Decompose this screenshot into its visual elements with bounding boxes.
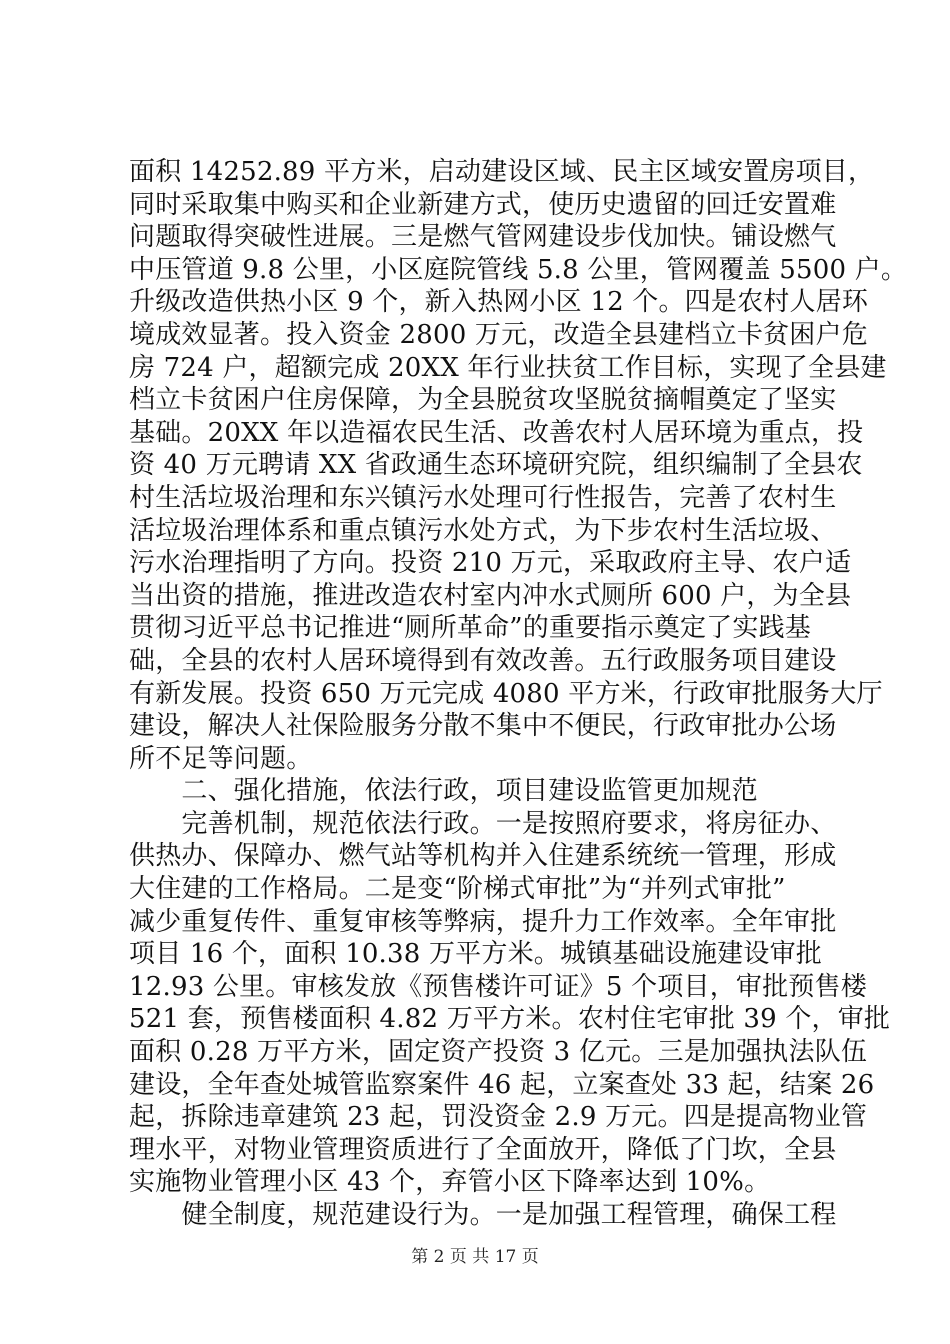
text-line: 建设，全年查处城管监察案件 46 起，立案查处 33 起，结案 26	[129, 1069, 875, 1100]
text-line: 二、强化措施，依法行政，项目建设监管更加规范	[129, 776, 758, 807]
text-line: 境成效显著。投入资金 2800 万元，改造全县建档立卡贫困户危	[129, 319, 868, 350]
text-line: 减少重复传件、重复审核等弊病，提升力工作效率。全年审批	[129, 906, 837, 937]
document-body	[129, 156, 908, 1232]
text-line: 建设，解决人社保险服务分散不集中不便民，行政审批办公场	[129, 711, 837, 742]
page-footer: 第 2 页 共 17 页	[411, 1247, 539, 1267]
text-line: 档立卡贫困户住房保障，为全县脱贫攻坚脱贫摘帽奠定了坚实	[129, 385, 837, 416]
text-line: 有新发展。投资 650 万元完成 4080 平方米，行政审批服务大厅	[129, 678, 883, 709]
text-line: 村生活垃圾治理和东兴镇污水处理可行性报告，完善了农村生	[129, 482, 837, 513]
text-line: 实施物业管理小区 43 个，弃管小区下降率达到 10%。	[129, 1167, 771, 1198]
text-line: 污水治理指明了方向。投资 210 万元，采取政府主导、农户适	[129, 548, 852, 579]
text-line: 起，拆除违章建筑 23 起，罚没资金 2.9 万元。四是提高物业管	[129, 1102, 868, 1133]
text-line: 同时采取集中购买和企业新建方式，使历史遗留的回迁安置难	[129, 189, 837, 220]
text-line: 升级改造供热小区 9 个，新入热网小区 12 个。四是农村人居环	[129, 287, 869, 318]
text-line: 项目 16 个，面积 10.38 万平方米。城镇基础设施建设审批	[129, 939, 822, 970]
text-line: 12.93 公里。审核发放《预售楼许可证》5 个项目，审批预售楼	[129, 971, 867, 1002]
text-line: 资 40 万元聘请 XX 省政通生态环境研究院，组织编制了全县农	[129, 450, 863, 481]
text-line: 础，全县的农村人居环境得到有效改善。五行政服务项目建设	[129, 645, 837, 676]
text-line: 健全制度，规范建设行为。一是加强工程管理，确保工程	[129, 1200, 837, 1230]
text-line: 当出资的措施，推进改造农村室内冲水式厕所 600 户，为全县	[129, 580, 852, 611]
text-line: 理水平，对物业管理资质进行了全面放开，降低了门坎，全县	[129, 1134, 837, 1165]
text-line: 521 套，预售楼面积 4.82 万平方米。农村住宅审批 39 个，审批	[129, 1004, 891, 1035]
text-line: 面积 14252.89 平方米，启动建设区域、民主区域安置房项目，	[129, 157, 875, 187]
text-line: 供热办、保障办、燃气站等机构并入住建系统统一管理，形成	[129, 841, 837, 872]
text-line: 中压管道 9.8 公里，小区庭院管线 5.8 公里，管网覆盖 5500 户。	[129, 254, 908, 285]
text-line: 贯彻习近平总书记推进“厕所革命”的重要指示奠定了实践基	[129, 613, 811, 644]
text-line: 大住建的工作格局。二是变“阶梯式审批”为“并列式审批”	[129, 874, 786, 905]
text-line: 活垃圾治理体系和重点镇污水处方式，为下步农村生活垃圾、	[129, 515, 837, 546]
text-line: 完善机制，规范依法行政。一是按照府要求，将房征办、	[129, 808, 837, 839]
text-line: 问题取得突破性进展。三是燃气管网建设步伐加快。铺设燃气	[129, 222, 837, 253]
text-line: 面积 0.28 万平方米，固定资产投资 3 亿元。三是加强执法队伍	[129, 1037, 868, 1068]
text-line: 房 724 户，超额完成 20XX 年行业扶贫工作目标，实现了全县建	[129, 352, 887, 383]
text-line: 基础。20XX 年以造福农民生活、改善农村人居环境为重点，投	[129, 417, 864, 448]
text-line: 所不足等问题。	[129, 743, 313, 774]
